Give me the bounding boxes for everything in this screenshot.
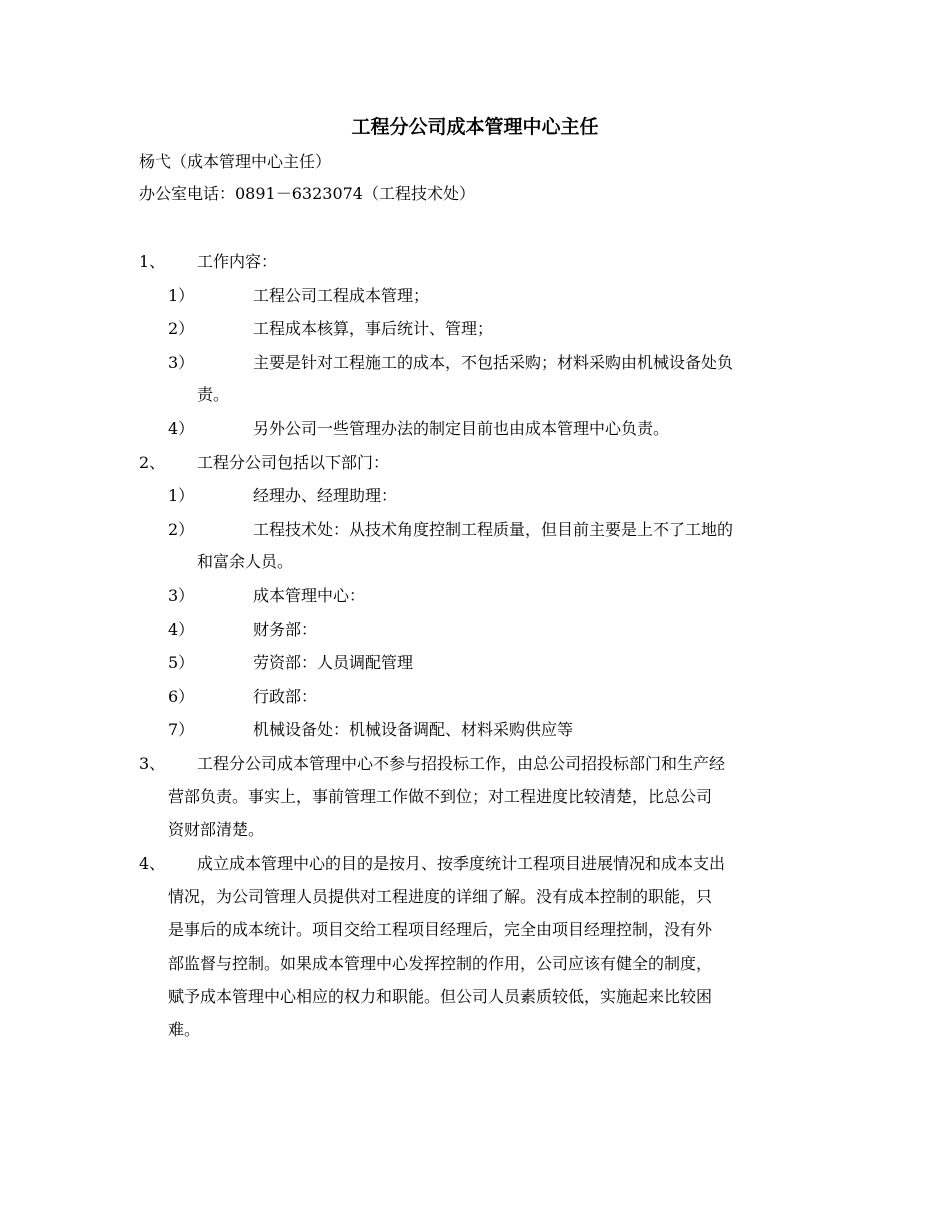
list-item-number: 3） <box>168 353 195 372</box>
list-item-text: 主要是针对工程施工的成本，不包括采购；材料采购由机械设备处负 <box>253 353 734 372</box>
list-item-text-cont: 和富余人员。 <box>197 552 294 571</box>
list-item-text: 劳资部：人员调配管理 <box>253 653 414 672</box>
document-title: 工程分公司成本管理中心主任 <box>351 116 599 138</box>
list-item-number: 6） <box>168 687 195 706</box>
paragraph-line: 是事后的成本统计。项目交给工程项目经理后，完全由项目经理控制，没有外 <box>168 920 713 939</box>
list-item-text-cont: 责。 <box>197 385 230 404</box>
list-item-number: 1） <box>168 286 195 305</box>
list-item-number: 4） <box>168 620 195 639</box>
person-line: 杨弋（成本管理中心主任） <box>139 152 332 171</box>
paragraph-line: 成立成本管理中心的目的是按月、按季度统计工程项目进展情况和成本支出 <box>197 854 726 873</box>
list-item-number: 4） <box>168 419 195 438</box>
phone-line: 办公室电话：0891－6323074（工程技术处） <box>139 184 475 203</box>
list-item-number: 5） <box>168 653 195 672</box>
paragraph-line: 营部负责。事实上，事前管理工作做不到位；对工程进度比较清楚，比总公司 <box>168 787 713 806</box>
section-number: 3、 <box>139 754 166 773</box>
paragraph-line: 难。 <box>168 1020 201 1039</box>
list-item-text: 机械设备处：机械设备调配、材料采购供应等 <box>253 720 574 739</box>
paragraph-line: 情况，为公司管理人员提供对工程进度的详细了解。没有成本控制的职能，只 <box>168 887 713 906</box>
list-item-text: 经理办、经理助理： <box>253 486 398 505</box>
list-item-text: 工程公司工程成本管理； <box>253 286 430 305</box>
paragraph-line: 部监督与控制。如果成本管理中心发挥控制的作用，公司应该有健全的制度， <box>168 954 713 973</box>
list-item-text: 行政部： <box>253 687 318 706</box>
section-heading: 工程分公司包括以下部门： <box>197 453 390 472</box>
list-item-number: 2） <box>168 319 195 338</box>
section-number: 2、 <box>139 453 166 472</box>
paragraph-line: 工程分公司成本管理中心不参与招投标工作，由总公司招投标部门和生产经 <box>197 754 726 773</box>
list-item-number: 1） <box>168 486 195 505</box>
paragraph-line: 资财部清楚。 <box>168 820 265 839</box>
list-item-text: 工程技术处：从技术角度控制工程质量，但目前主要是上不了工地的 <box>253 520 734 539</box>
list-item-number: 2） <box>168 520 195 539</box>
section-number: 4、 <box>139 854 166 873</box>
list-item-number: 7） <box>168 720 195 739</box>
section-number: 1、 <box>139 252 166 271</box>
list-item-number: 3） <box>168 586 195 605</box>
list-item-text: 工程成本核算，事后统计、管理； <box>253 319 494 338</box>
list-item-text: 成本管理中心： <box>253 586 366 605</box>
list-item-text: 另外公司一些管理办法的制定目前也由成本管理中心负责。 <box>253 419 670 438</box>
paragraph-line: 赋予成本管理中心相应的权力和职能。但公司人员素质较低，实施起来比较困 <box>168 987 713 1006</box>
section-heading: 工作内容： <box>197 252 278 271</box>
list-item-text: 财务部： <box>253 620 318 639</box>
